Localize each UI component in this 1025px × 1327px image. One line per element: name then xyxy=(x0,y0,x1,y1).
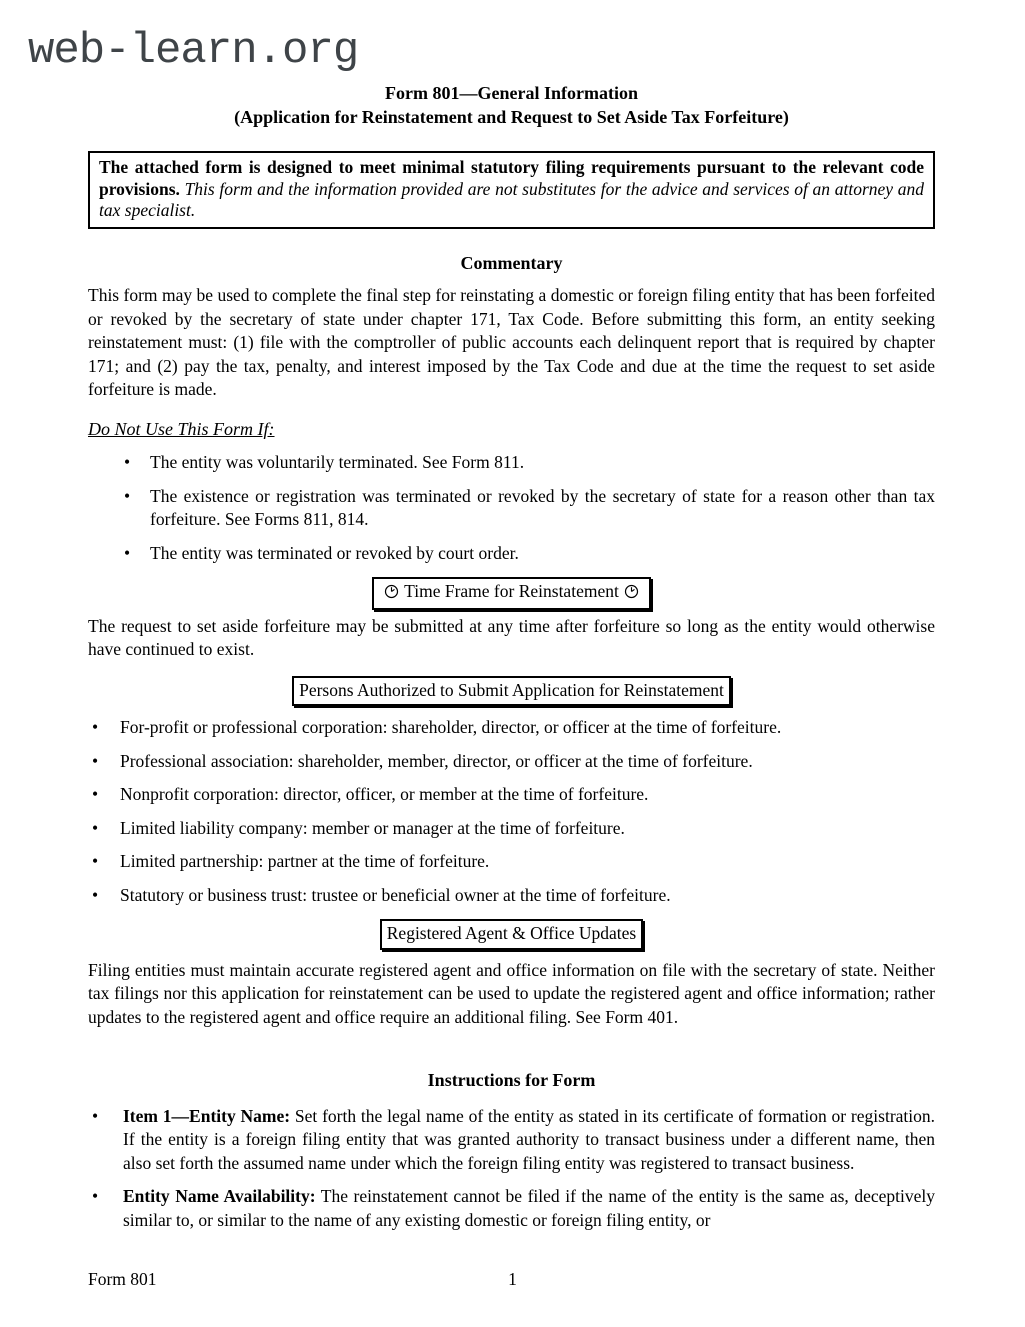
list-item-text: Limited liability company: member or manager at the time of forfeiture. xyxy=(120,817,625,838)
list-item xyxy=(88,1105,935,1176)
footer-form-number: Form 801 xyxy=(88,1269,157,1289)
form-title: Form 801—General Information xyxy=(385,83,638,103)
commentary-heading: Commentary xyxy=(460,252,563,273)
bullet-icon xyxy=(124,542,130,566)
bullet-icon xyxy=(124,451,130,475)
list-item-text: The entity was voluntarily terminated. See Form 811. xyxy=(150,452,525,472)
time-frame-heading-box xyxy=(372,577,651,610)
disclaimer-italic-text: This form and the information provided are not substitutes for the advice and services of an attorney and tax specialist. xyxy=(99,178,924,220)
list-item-text: The existence or registration was terminated or revoked by the secretary of state for a reason other than tax forfeiture. See Forms 811, 814. xyxy=(150,485,935,529)
registered-agent-heading-box: Registered Agent & Office Updates xyxy=(380,919,643,950)
list-item-text: The entity was terminated or revoked by court order. xyxy=(150,542,519,563)
bullet-icon xyxy=(92,750,98,774)
list-item xyxy=(88,542,935,566)
list-item xyxy=(88,783,935,807)
bullet-icon xyxy=(92,817,98,841)
bullet-icon xyxy=(92,1185,98,1209)
list-item-text: For-profit or professional corporation: shareholder, director, or officer at the time of forfeiture. xyxy=(120,717,782,737)
bullet-icon xyxy=(124,485,130,509)
site-logo: web-learn.org xyxy=(28,26,359,76)
registered-agent-heading-wrap xyxy=(88,919,935,950)
instruction-item-text: Set forth the legal name of the entity as stated in its certificate of formation or registration. If the entity is a foreign filing entity that was granted authority to transact business under a different name, then also set forth the assumed name under which the foreign filing entity was registered to transact business. xyxy=(123,1105,936,1173)
list-item xyxy=(88,1185,935,1232)
list-item xyxy=(88,750,935,774)
bullet-icon xyxy=(92,884,98,908)
clock-icon xyxy=(384,582,399,606)
page-footer xyxy=(0,1268,1025,1292)
instruction-item-label: Entity Name Availability: xyxy=(123,1186,316,1206)
list-item-text: Limited partnership: partner at the time of forfeiture. xyxy=(120,851,490,871)
list-item-text: Professional association: shareholder, member, director, or officer at the time of forfeiture. xyxy=(120,750,753,771)
list-item xyxy=(88,817,935,841)
time-frame-paragraph: The request to set aside forfeiture may be submitted at any time after forfeiture so long as the entity would otherwise have continued to exist. xyxy=(88,615,935,659)
list-item xyxy=(88,451,935,475)
form-subtitle: (Application for Reinstatement and Request to Set Aside Tax Forfeiture) xyxy=(234,106,789,127)
footer-page-number: 1 xyxy=(508,1269,517,1289)
bullet-icon xyxy=(92,716,98,740)
list-item-text: Statutory or business trust: trustee or beneficial owner at the time of forfeiture. xyxy=(120,884,671,905)
list-item xyxy=(88,884,935,908)
list-item xyxy=(88,850,935,874)
instruction-item-text: The reinstatement cannot be filed if the name of the entity is the same as, deceptively similar to, or similar to the name of any existing domestic or foreign filing entity, or xyxy=(123,1186,935,1230)
list-item xyxy=(88,716,935,740)
instructions-list xyxy=(88,1105,935,1233)
instruction-item-label: Item 1—Entity Name: xyxy=(123,1105,291,1126)
list-item xyxy=(88,485,935,532)
persons-authorized-heading-wrap xyxy=(88,676,935,707)
clock-icon xyxy=(624,582,639,606)
bullet-icon xyxy=(92,1105,98,1129)
instructions-heading: Instructions for Form xyxy=(427,1070,596,1090)
bullet-icon xyxy=(92,850,98,874)
do-not-use-heading: Do Not Use This Form If: xyxy=(88,418,275,439)
time-frame-heading-text: Time Frame for Reinstatement xyxy=(404,581,619,601)
do-not-use-list xyxy=(88,451,935,565)
list-item-text: Nonprofit corporation: director, officer, or member at the time of forfeiture. xyxy=(120,784,649,804)
persons-authorized-heading-box: Persons Authorized to Submit Application for Reinstatement xyxy=(292,676,731,707)
registered-agent-paragraph: Filing entities must maintain accurate registered agent and office information on file with the secretary of state. Neither tax filings nor this application for reinstatement can be used to update the registered agent and office information; rather updates to the registered agent and office require an additional filing. See Form 401. xyxy=(88,959,935,1027)
disclaimer-bold-text: The attached form is designed to meet minimal statutory filing requirements pursuant to the relevant code provisions. xyxy=(99,157,924,199)
disclaimer-box xyxy=(88,151,935,229)
persons-authorized-list xyxy=(88,716,935,907)
bullet-icon xyxy=(92,783,98,807)
commentary-paragraph: This form may be used to complete the final step for reinstating a domestic or foreign filing entity that has been forfeited or revoked by the secretary of state under chapter 171, Tax Code. Before submitting this form, an entity seeking reinstatement must: (1) file with the comptroller of public accounts each delinquent report that is required by chapter 171; and (2) pay the tax, penalty, and interest imposed by the Tax Code and due at the time the request to set aside forfeiture is made. xyxy=(88,285,935,399)
time-frame-heading-wrap xyxy=(88,577,935,610)
